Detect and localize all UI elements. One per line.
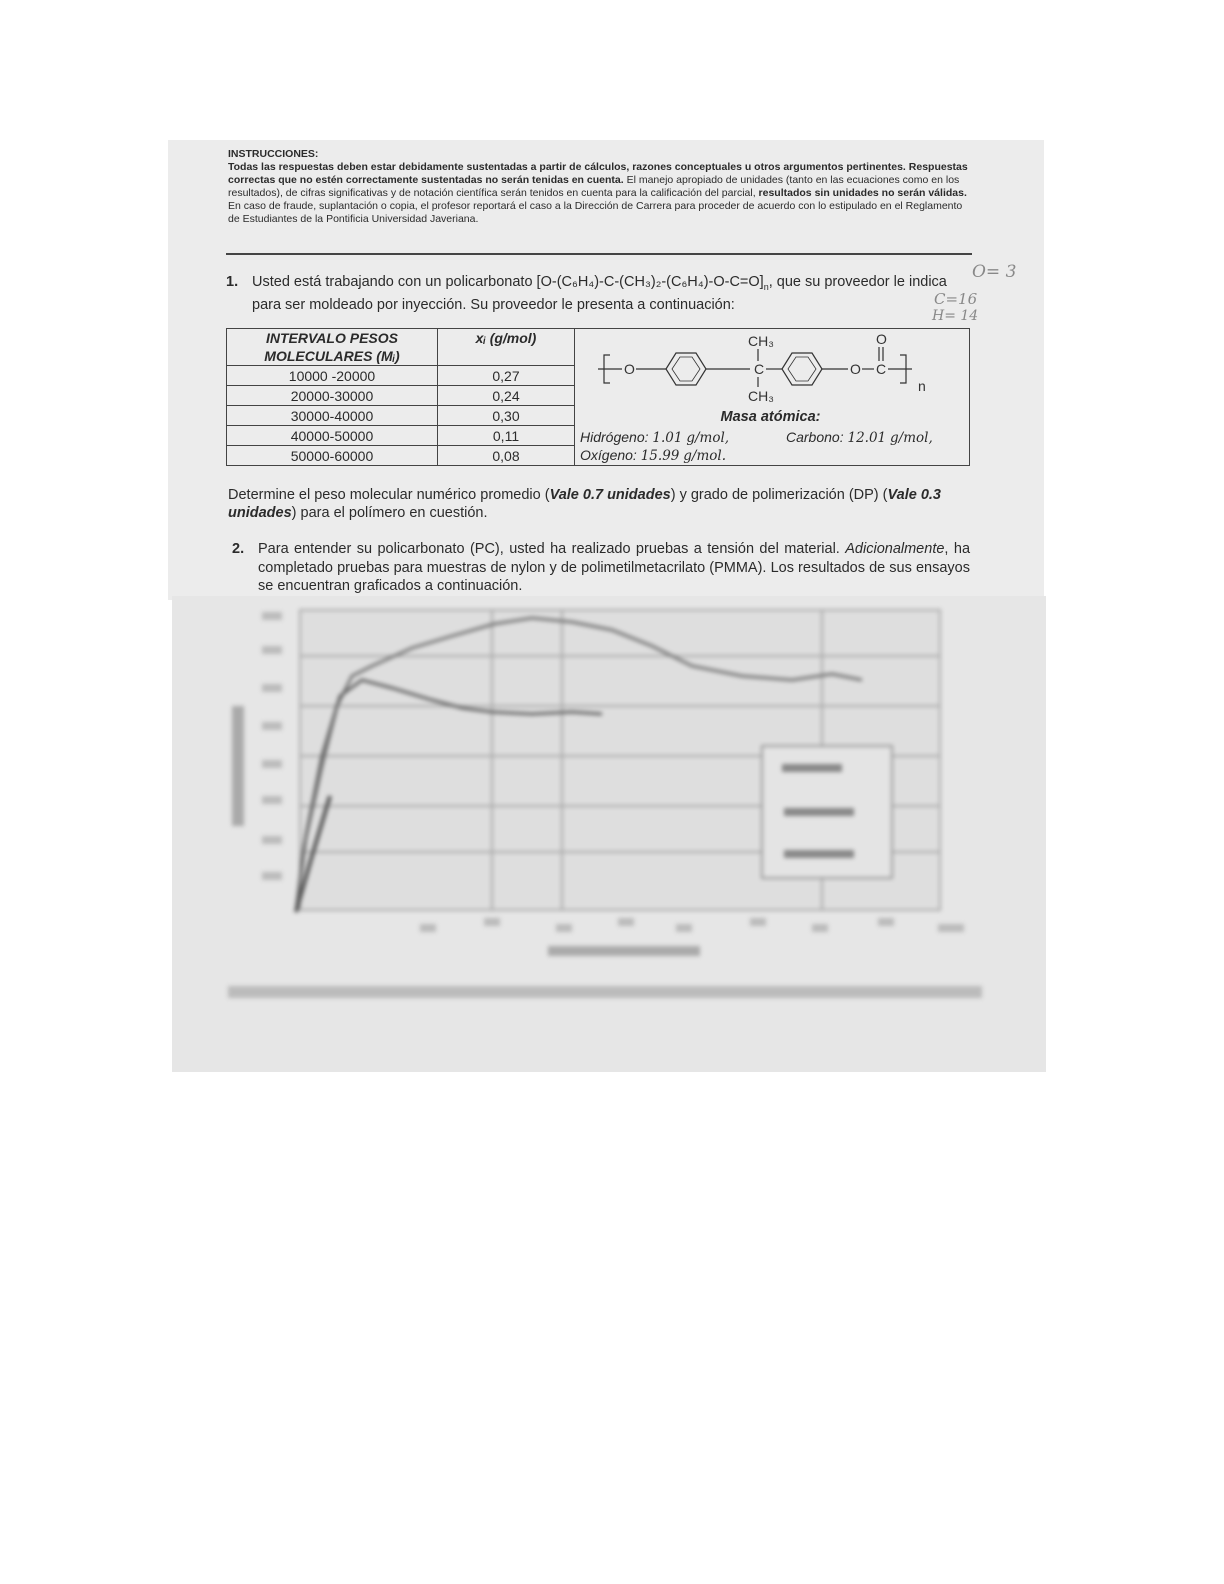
handwritten-c: C=16	[934, 290, 978, 308]
exam-sheet-bottom-blurred	[172, 596, 1046, 1072]
masa-h-unit: g/mol,	[686, 430, 730, 446]
structure-ch3-bottom: CH₃	[748, 388, 774, 404]
question-1-text-a: Usted está trabajando con un policarbonato [O-(C₆H₄)-C-(CH₃)₂-(C₆H₄)-O-C=O]	[252, 274, 764, 290]
structure-o-left: O	[624, 361, 635, 377]
table-header-interval: INTERVALO PESOS MOLECULARES (Mᵢ)	[227, 329, 438, 366]
determine-text-3: ) para el polímero en cuestión.	[291, 505, 488, 521]
blurred-text-line	[228, 986, 982, 998]
instructions-text-2: En caso de fraude, suplantación o copia, el profesor reportará el caso a la Dirección de Carrera para proceder de acuerdo con lo estipulado en el Reglamento de Estudiantes de la Pontificia Universidad Javeriana.	[228, 200, 963, 225]
masa-h-label: Hidrógeno:	[580, 429, 649, 445]
table-cell: 0,11	[438, 426, 575, 446]
polycarbonate-structure-diagram	[572, 329, 969, 409]
table-cell: 0,30	[438, 406, 575, 426]
masa-c-label: Carbono:	[786, 429, 844, 445]
table-cell: 0,27	[438, 366, 575, 386]
table-cell: 0,08	[438, 446, 575, 466]
molecular-weight-table	[226, 328, 575, 466]
table-cell: 0,24	[438, 386, 575, 406]
question-1-sub-n: n	[763, 281, 769, 292]
structure-ch3-top: CH₃	[748, 333, 774, 349]
instructions-text-1: El manejo apropiado de unidades (tanto en las ecuaciones como en los resultados), de cifras significativas y de notación científica serán tenidos en cuenta para la calificación del parcial,	[228, 174, 960, 199]
instructions-bold-2: resultados sin unidades no serán válidas.	[758, 187, 967, 199]
instructions-block	[228, 148, 968, 226]
table-cell: 10000 -20000	[227, 366, 438, 386]
masa-oxigeno	[580, 447, 726, 464]
table-cell: 50000-60000	[227, 446, 438, 466]
question-2-number: 2.	[232, 541, 245, 557]
exam-sheet-top	[168, 140, 1044, 600]
determine-bold-1: Vale 0.7 unidades	[549, 487, 671, 503]
table-header-x: xᵢ (g/mol)	[438, 329, 575, 366]
question-2-text-2: , ha completado pruebas para muestras de nylon y de polimetilmetacrilato (PMMA). Los resultados de sus ensayos se encuentran graficados a continuación.	[258, 541, 971, 594]
masa-atomica-title: Masa atómica:	[720, 409, 821, 425]
table-cell: 30000-40000	[227, 406, 438, 426]
determine-paragraph	[228, 486, 968, 522]
masa-h-value: 1.01	[652, 430, 683, 446]
polycarbonate-structure-box	[572, 328, 970, 466]
question-1-text-b: , que su proveedor le indica para ser moldeado por inyección. Su proveedor le presenta a continuación:	[252, 274, 947, 313]
question-2-italic: Adicionalmente	[845, 541, 945, 557]
table-row	[227, 386, 575, 406]
handwritten-o: O= 3	[972, 262, 1017, 282]
structure-o-right: O	[850, 361, 861, 377]
table-row	[227, 426, 575, 446]
table-cell: 20000-30000	[227, 386, 438, 406]
divider	[226, 253, 972, 255]
blurred-stress-strain-graph	[172, 596, 1046, 1072]
masa-c-value: 12.01	[847, 430, 887, 446]
masa-carbono	[786, 429, 933, 446]
determine-bold-2: Vale 0.3 unidades	[228, 487, 941, 521]
table-row	[227, 366, 575, 386]
determine-text-2: ) y grado de polimerización (DP) (	[670, 487, 888, 503]
masa-c-unit: g/mol,	[890, 430, 933, 446]
table-row	[227, 406, 575, 426]
structure-c-carbonyl: C	[876, 361, 887, 377]
determine-text-1: Determine el peso molecular numérico promedio (	[228, 487, 550, 503]
instructions-bold: Todas las respuestas deben estar debidamente sustentadas a partir de cálculos, razones conceptuales u otros argumentos pertinentes. Respuestas correctas que no estén correctamente sustentadas no serán tenidas en cuenta.	[228, 161, 968, 186]
graph-y-axis-title	[232, 706, 244, 826]
masa-o-value: 15.99	[640, 448, 680, 464]
table-cell: 40000-50000	[227, 426, 438, 446]
masa-o-unit: g/mol.	[683, 448, 726, 464]
structure-o-carbonyl: O	[876, 331, 887, 347]
graph-x-axis-title	[548, 946, 700, 956]
structure-c-center: C	[754, 361, 765, 377]
table-row	[227, 446, 575, 466]
masa-o-label: Oxígeno:	[580, 447, 637, 463]
handwritten-h: H= 14	[932, 308, 979, 324]
question-1-number: 1.	[226, 274, 239, 290]
question-2-text-1: Para entender su policarbonato (PC), usted ha realizado pruebas a tensión del material.	[258, 541, 840, 557]
masa-hidrogeno	[580, 429, 729, 446]
structure-n: n	[918, 378, 926, 394]
instructions-heading: INSTRUCCIONES:	[228, 148, 319, 160]
